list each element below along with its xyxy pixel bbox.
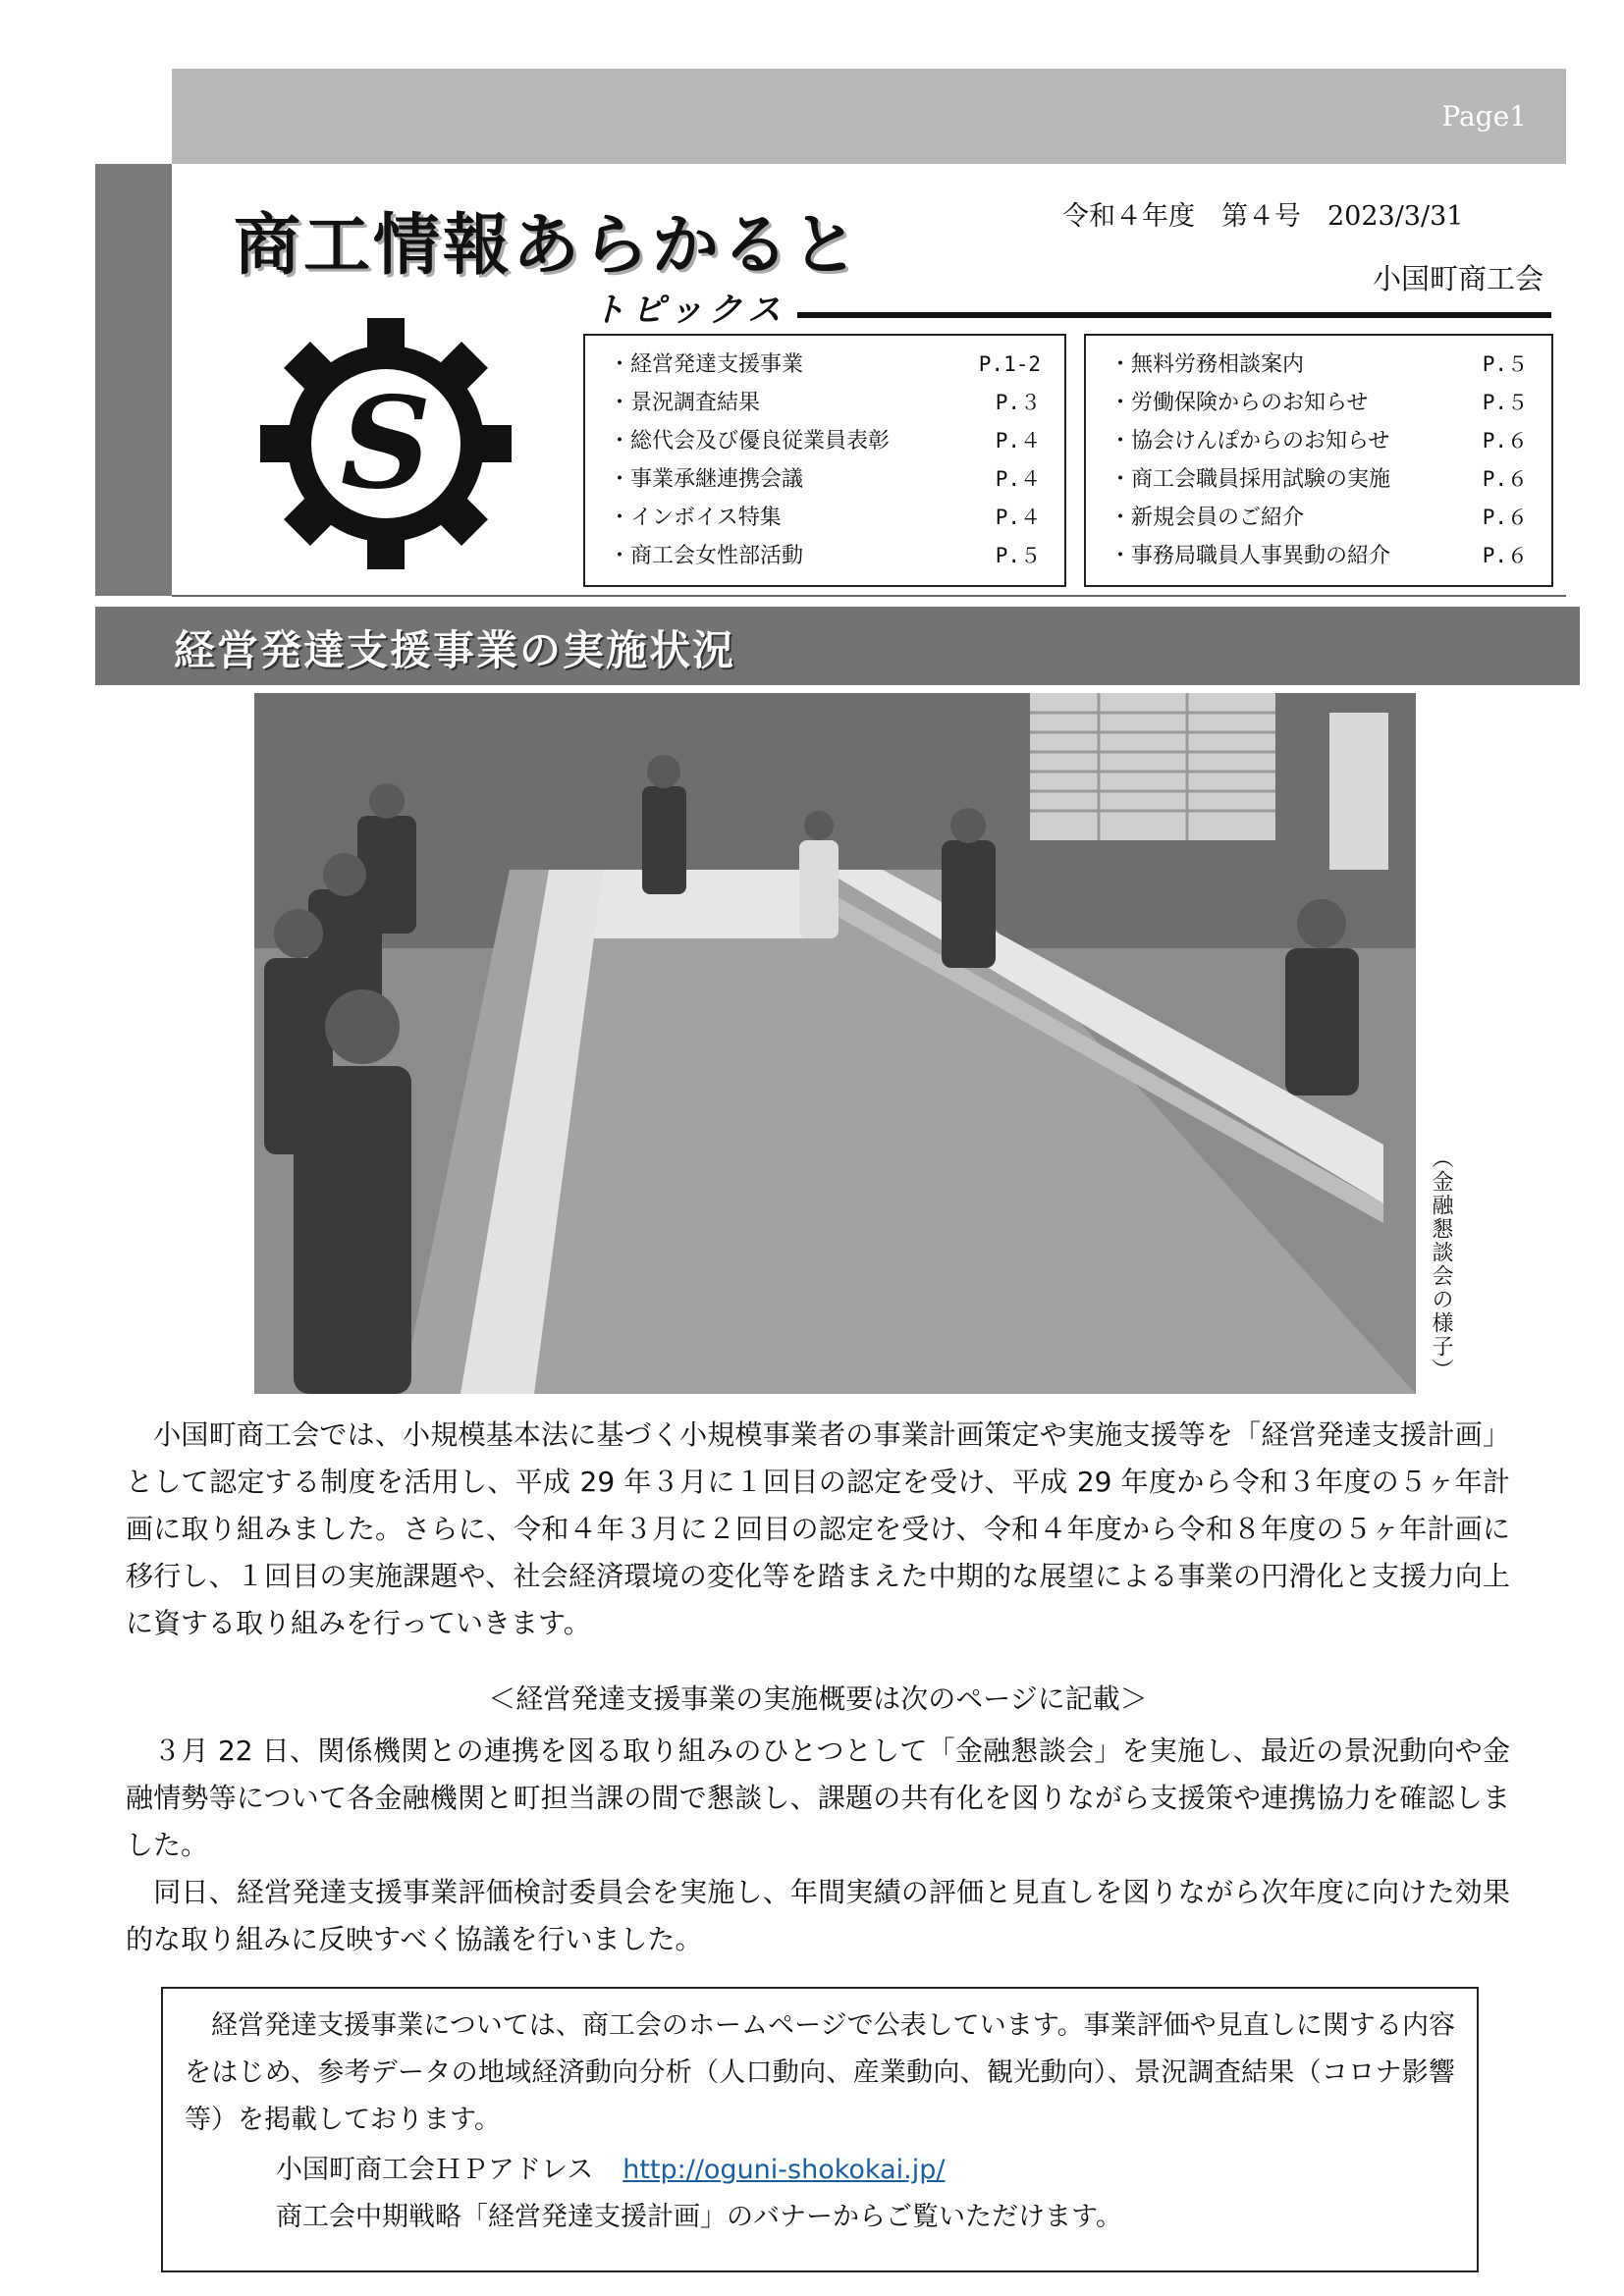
url-label: 小国町商工会ＨＰアドレス [276,2155,594,2185]
topic-page: P.３ [995,391,1041,414]
topic-page: P.６ [1482,506,1528,529]
topics-rule [797,312,1551,318]
page-number-label: Page1 [1441,100,1527,133]
topic-label: ・商工会女性部活動 [609,544,804,568]
topic-page: P.４ [995,467,1041,491]
topic-item [1110,537,1528,575]
shokokai-gear-logo-icon [258,316,514,571]
topic-item [609,384,1041,422]
topics-heading: トピックス [592,291,787,330]
topic-item [1110,346,1528,384]
left-accent-bar [95,164,172,596]
topic-label: ・総代会及び優良従業員表彰 [609,429,891,454]
publisher-name: 小国町商工会 [1372,262,1543,295]
topic-label: ・経営発達支援事業 [609,352,804,377]
topic-item [1110,422,1528,460]
topic-label: ・事務局職員人事異動の紹介 [1110,544,1391,568]
section-header-bar [95,607,1580,685]
topic-label: ・新規会員のご紹介 [1110,506,1305,530]
topic-page: P.４ [995,506,1041,529]
topic-page: P.６ [1482,429,1528,453]
topic-page: P.５ [995,544,1041,567]
page-header-bar [172,69,1566,164]
body-paragraph-2: ３月 22 日、関係機関との連携を図る取り組みのひとつとして「金融懇談会」を実施し、最近の景況動向や金融情勢等について各金融機関と町担当課の間で懇談し、課題の共有化を図りながら支援策や連携協力を確認しました。 [126,1735,1510,1861]
notice-banner-text: 商工会中期戦略「経営発達支援計画」のバナーからご覧いただけます。 [276,2202,1122,2232]
meeting-photo [254,693,1416,1394]
topic-item [609,422,1041,460]
topic-page: P.６ [1482,544,1528,567]
topics-list-right [1084,334,1553,587]
newsletter-title: 商工情報あらかると [234,207,862,285]
topic-label: ・商工会職員採用試験の実施 [1110,467,1391,492]
photo-caption: （金融懇談会の様子） [1429,1147,1453,1382]
topic-page: P.４ [995,429,1041,453]
next-page-note: ＜経営発達支援事業の実施概要は次のページに記載＞ [488,1682,1148,1715]
homepage-notice-box [161,1987,1479,2272]
topics-list-left [583,334,1066,587]
notice-url-line [276,2148,945,2186]
topic-page: P.５ [1482,391,1528,414]
section-title: 経営発達支援事業の実施状況 [174,626,736,674]
topic-label: ・労働保険からのお知らせ [1110,391,1369,415]
header-divider [172,595,1566,597]
topic-item [1110,384,1528,422]
logo-letter: S [340,370,432,517]
topic-item [609,537,1041,575]
topic-page: P.６ [1482,467,1528,491]
topic-label: ・協会けんぽからのお知らせ [1110,429,1390,454]
topic-item [1110,460,1528,499]
topic-item [609,346,1041,384]
topic-item [609,460,1041,499]
homepage-link[interactable]: http://oguni-shokokai.jp/ [623,2155,946,2185]
topic-label: ・無料労務相談案内 [1110,352,1305,377]
topic-page: P.５ [1482,352,1528,376]
topic-label: ・インボイス特集 [609,506,782,530]
topic-item [609,499,1041,537]
topic-label: ・景況調査結果 [609,391,761,415]
topic-page: P.1-2 [978,352,1041,376]
issue-info: 令和４年度 第４号 2023/3/31 [1062,201,1464,232]
body-paragraph-3: 同日、経営発達支援事業評価検討委員会を実施し、年間実績の評価と見直しを図りながら次年度に向けた効果的な取り組みに反映すべく協議を行いました。 [126,1876,1510,1955]
body-paragraph-1: 小国町商工会では、小規模基本法に基づく小規模事業者の事業計画策定や実施支援等を「経営発達支援計画」として認定する制度を活用し、平成 29 年３月に１回目の認定を受け、平成 29 年度から令和３年度の５ヶ年計画に取り組みました。さらに、令和４年３月に２回目の認定を受け、令和４年度から令和８年度の５ヶ年計画に移行し、１回目の実施課題や、社会経済環境の変化等を踏まえた中期的な展望による事業の円滑化と支援力向上に資する取り組みを行っていきます。 [126,1418,1510,1639]
topic-label: ・事業承継連携会議 [609,467,804,492]
topic-item [1110,499,1528,537]
notice-text: 経営発達支援事業については、商工会のホームページで公表しています。事業評価や見直しに関する内容をはじめ、参考データの地域経済動向分析（人口動向、産業動向、観光動向）、景況調査結果（コロナ影響等）を掲載しております。 [185,2010,1455,2135]
